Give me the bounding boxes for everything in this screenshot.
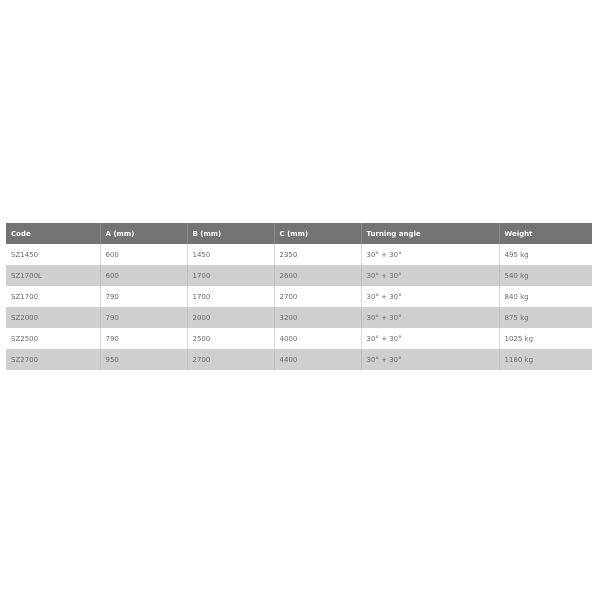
table-row	[6, 328, 592, 349]
cell-b: 2500	[187, 328, 274, 349]
cell-c: 3200	[274, 307, 361, 328]
cell-a: 790	[100, 286, 187, 307]
cell-weight: 495 kg	[499, 244, 592, 265]
header-turning-angle: Turning angle	[361, 223, 499, 244]
cell-weight: 1180 kg	[499, 349, 592, 370]
cell-turning-angle: 30° + 30°	[361, 286, 499, 307]
cell-weight: 540 kg	[499, 265, 592, 286]
cell-b: 1700	[187, 265, 274, 286]
cell-b: 1700	[187, 286, 274, 307]
cell-weight: 840 kg	[499, 286, 592, 307]
cell-code: SZ1700L	[6, 265, 100, 286]
cell-c: 2600	[274, 265, 361, 286]
table-row	[6, 265, 592, 286]
cell-c: 2700	[274, 286, 361, 307]
cell-c: 2350	[274, 244, 361, 265]
cell-code: SZ2000	[6, 307, 100, 328]
cell-weight: 1025 kg	[499, 328, 592, 349]
cell-turning-angle: 30° + 30°	[361, 328, 499, 349]
cell-weight: 875 kg	[499, 307, 592, 328]
cell-code: SZ2700	[6, 349, 100, 370]
header-a-mm: A (mm)	[100, 223, 187, 244]
cell-turning-angle: 30° + 30°	[361, 265, 499, 286]
table-row	[6, 307, 592, 328]
table-row	[6, 349, 592, 370]
cell-code: SZ2500	[6, 328, 100, 349]
cell-c: 4400	[274, 349, 361, 370]
cell-a: 600	[100, 244, 187, 265]
cell-turning-angle: 30° + 30°	[361, 244, 499, 265]
cell-a: 950	[100, 349, 187, 370]
cell-turning-angle: 30° + 30°	[361, 307, 499, 328]
cell-b: 2700	[187, 349, 274, 370]
spec-table	[6, 223, 592, 370]
header-b-mm: B (mm)	[187, 223, 274, 244]
cell-b: 1450	[187, 244, 274, 265]
table-header	[6, 223, 592, 244]
cell-a: 600	[100, 265, 187, 286]
cell-code: SZ1700	[6, 286, 100, 307]
table-row	[6, 286, 592, 307]
header-code: Code	[6, 223, 100, 244]
cell-a: 790	[100, 307, 187, 328]
header-weight: Weight	[499, 223, 592, 244]
cell-a: 790	[100, 328, 187, 349]
header-row	[6, 223, 592, 244]
cell-turning-angle: 30° + 30°	[361, 349, 499, 370]
header-c-mm: C (mm)	[274, 223, 361, 244]
cell-code: SZ1450	[6, 244, 100, 265]
cell-b: 2000	[187, 307, 274, 328]
cell-c: 4000	[274, 328, 361, 349]
table-row	[6, 244, 592, 265]
table-body	[6, 244, 592, 370]
